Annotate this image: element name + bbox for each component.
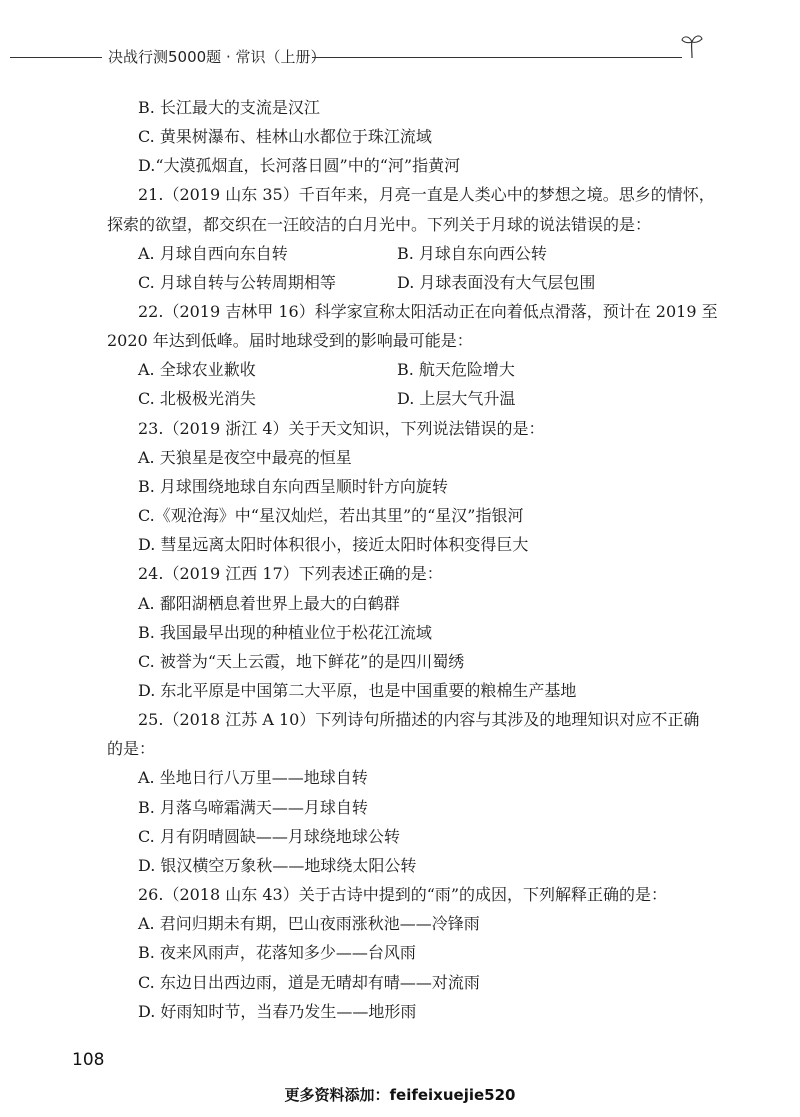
page-number: 108	[72, 1050, 105, 1070]
option-line: D.“大漠孤烟直，长河落日圆”中的“河”指黄河	[138, 156, 461, 175]
option-line: C. 被誉为“天上云霞，地下鲜花”的是四川蜀绣	[138, 652, 465, 671]
running-header	[0, 44, 800, 70]
question-line: 26.（2018 山东 43）关于古诗中提到的“雨”的成因，下列解释正确的是：	[138, 885, 668, 904]
option-line: A. 月球自西向东自转	[138, 244, 288, 263]
sprout-icon	[680, 32, 704, 58]
option-line: B. 航天危险增大	[397, 360, 515, 379]
option-line: A. 全球农业歉收	[138, 360, 256, 379]
option-line: C. 北极极光消失	[138, 389, 256, 408]
option-line: C.《观沧海》中“星汉灿烂，若出其里”的“星汉”指银河	[138, 506, 524, 525]
option-line: B. 夜来风雨声，花落知多少——台风雨	[138, 943, 416, 962]
question-line: 25.（2018 江苏 A 10）下列诗句所描述的内容与其涉及的地理知识对应不正确	[138, 710, 700, 729]
question-line: 2020 年达到低峰。届时地球受到的影响最可能是：	[107, 331, 473, 350]
question-line: 23.（2019 浙江 4）关于天文知识，下列说法错误的是：	[138, 419, 545, 438]
question-line: 22.（2019 吉林甲 16）科学家宣称太阳活动正在向着低点滑落，预计在 2019 至	[138, 302, 718, 321]
option-line: B. 月球自东向西公转	[397, 244, 547, 263]
footer-note: 更多资料添加：feifeixuejie520	[284, 1086, 516, 1104]
option-line: C. 月有阴晴圆缺——月球绕地球公转	[138, 827, 400, 846]
option-line: D. 好雨知时节，当春乃发生——地形雨	[138, 1002, 417, 1021]
option-line: D. 月球表面没有大气层包围	[397, 273, 596, 292]
question-line: 的是：	[107, 739, 156, 758]
option-line: A. 鄱阳湖栖息着世界上最大的白鹤群	[138, 594, 400, 613]
option-line: D. 东北平原是中国第二大平原，也是中国重要的粮棉生产基地	[138, 681, 577, 700]
option-line: A. 天狼星是夜空中最亮的恒星	[138, 448, 352, 467]
option-line: B. 月落乌啼霜满天——月球自转	[138, 798, 368, 817]
option-line: D. 上层大气升温	[397, 389, 516, 408]
option-line: C. 东边日出西边雨，道是无晴却有晴——对流雨	[138, 973, 480, 992]
option-line: A. 君问归期未有期，巴山夜雨涨秋池——冷锋雨	[138, 914, 480, 933]
option-line: B. 月球围绕地球自东向西呈顺时针方向旋转	[138, 477, 448, 496]
header-rule-left	[10, 57, 102, 58]
header-title: 决战行测5000题 · 常识（上册）	[108, 48, 326, 66]
question-line: 探索的欲望，都交织在一汪皎洁的白月光中。下列关于月球的说法错误的是：	[107, 215, 652, 234]
header-rule-right	[312, 57, 682, 58]
question-line: 21.（2019 山东 35）千百年来，月亮一直是人类心中的梦想之境。思乡的情怀，	[138, 185, 715, 204]
option-line: D. 彗星远离太阳时体积很小，接近太阳时体积变得巨大	[138, 535, 529, 554]
option-line: B. 我国最早出现的种植业位于松花江流域	[138, 623, 432, 642]
option-line: C. 黄果树瀑布、桂林山水都位于珠江流域	[138, 127, 432, 146]
option-line: B. 长江最大的支流是汉江	[138, 98, 320, 117]
option-line: C. 月球自转与公转周期相等	[138, 273, 336, 292]
option-line: D. 银汉横空万象秋——地球绕太阳公转	[138, 856, 417, 875]
option-line: A. 坐地日行八万里——地球自转	[138, 768, 368, 787]
question-line: 24.（2019 江西 17）下列表述正确的是：	[138, 564, 443, 583]
